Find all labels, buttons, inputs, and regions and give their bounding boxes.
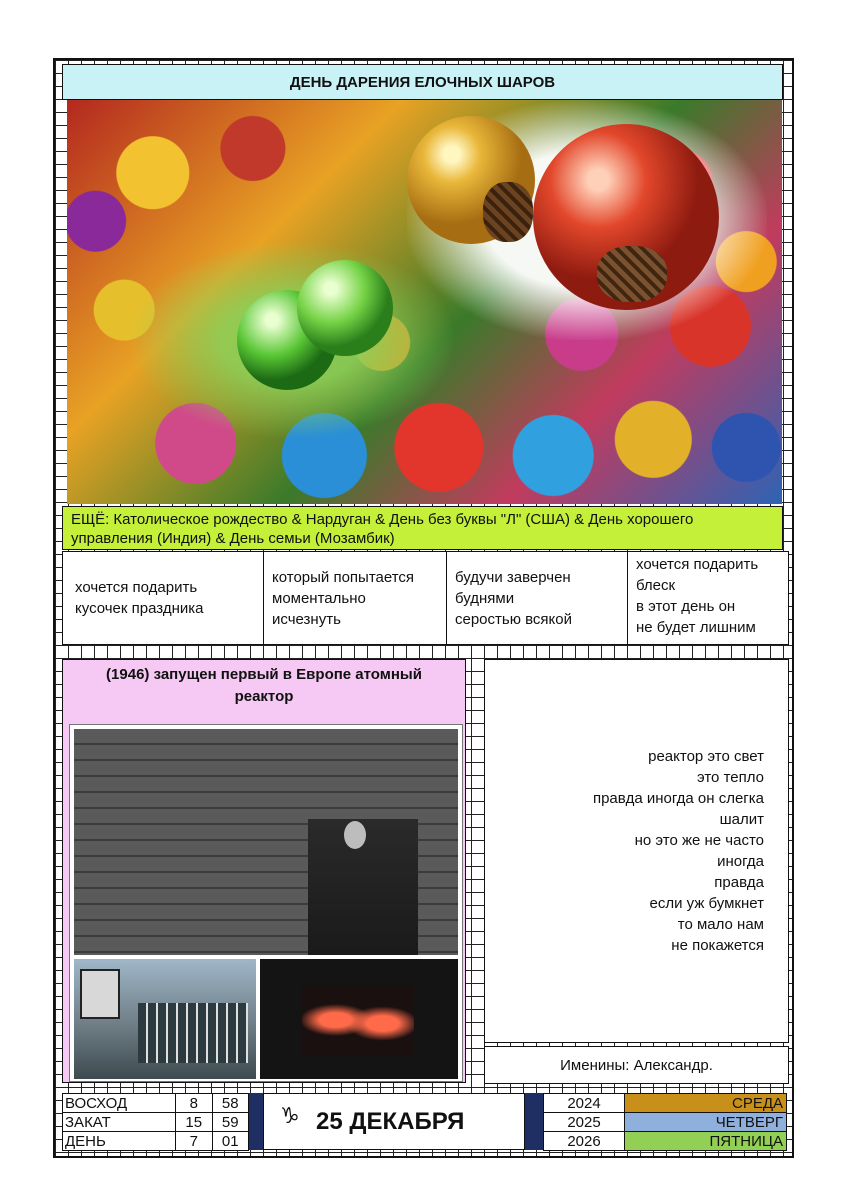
wish-cell-3: будучи заверчен буднями серостью всякой: [446, 552, 627, 644]
wishes-row: [62, 551, 789, 645]
capricorn-icon: ♑: [280, 1104, 300, 1129]
control-panel: [138, 1003, 248, 1063]
event-title: (1946) запущен первый в Европе атомный реактор: [106, 666, 422, 705]
wish-cell-1: хочется подарить кусочек праздника: [75, 579, 204, 617]
reactor-photo-collage: [69, 724, 463, 1082]
wall-portrait: [80, 969, 120, 1019]
weekday-cell: ПЯТНИЦА: [625, 1132, 787, 1151]
sun-times-table: [62, 1093, 249, 1151]
year-row: 2025 ЧЕТВЕРГ: [544, 1113, 787, 1132]
poem-line: иногда: [717, 853, 764, 870]
historical-event-panel: [62, 659, 466, 1083]
poem-line: но это же не часто: [634, 832, 764, 849]
pine-cone: [483, 182, 533, 242]
navy-divider-left: [249, 1093, 263, 1150]
glowing-core: [302, 985, 414, 1055]
christmas-ornaments-photo: [67, 100, 782, 504]
poem-line: правда: [714, 874, 764, 891]
reactor-hall-photo: [74, 729, 458, 955]
wish-cell-2: который попытается моментально исчезнуть: [263, 552, 446, 644]
sunset-row: ЗАКАТ 15 59: [63, 1113, 249, 1132]
weekday-cell: СРЕДА: [625, 1094, 787, 1113]
pine-cone-2: [597, 246, 667, 302]
year-row: 2026 ПЯТНИЦА: [544, 1132, 787, 1151]
green-ornament-2: [297, 260, 393, 356]
date-box: [263, 1093, 525, 1150]
page-title: ДЕНЬ ДАРЕНИЯ ЕЛОЧНЫХ ШАРОВ: [62, 64, 783, 100]
poem-line: это тепло: [697, 769, 764, 786]
poem-line: то мало нам: [677, 916, 764, 933]
nameday-text: Именины: Александр.: [484, 1046, 789, 1084]
control-room-photo: [74, 959, 256, 1079]
year-row: 2024 СРЕДА: [544, 1094, 787, 1113]
poem-panel: [484, 659, 789, 1043]
poem-line: если уж бумкнет: [649, 895, 764, 912]
also-holidays-bar: ЕЩЁ: Католическое рождество & Нардуган & День без буквы "Л" (США) & День хорошего управления (Индия) & День семьи (Мозамбик): [62, 506, 783, 550]
weekday-cell: ЧЕТВЕРГ: [625, 1113, 787, 1132]
poem-line: правда иногда он слегка: [592, 790, 764, 807]
poem-line: шалит: [719, 811, 764, 828]
operator-face: [344, 821, 366, 849]
reactor-core-photo: [260, 959, 458, 1079]
date-text: 25 ДЕКАБРЯ: [316, 1108, 465, 1135]
day-length-row: ДЕНЬ 7 01: [63, 1132, 249, 1151]
navy-divider-right: [525, 1093, 543, 1150]
weekday-years-table: [543, 1093, 787, 1151]
wish-cell-4: хочется подарить блеск в этот день он не будет лишним: [627, 552, 788, 644]
poem-line: не покажется: [671, 937, 764, 954]
sunrise-row: ВОСХОД 8 58: [63, 1094, 249, 1113]
poem-line: реактор это свет: [648, 748, 764, 765]
